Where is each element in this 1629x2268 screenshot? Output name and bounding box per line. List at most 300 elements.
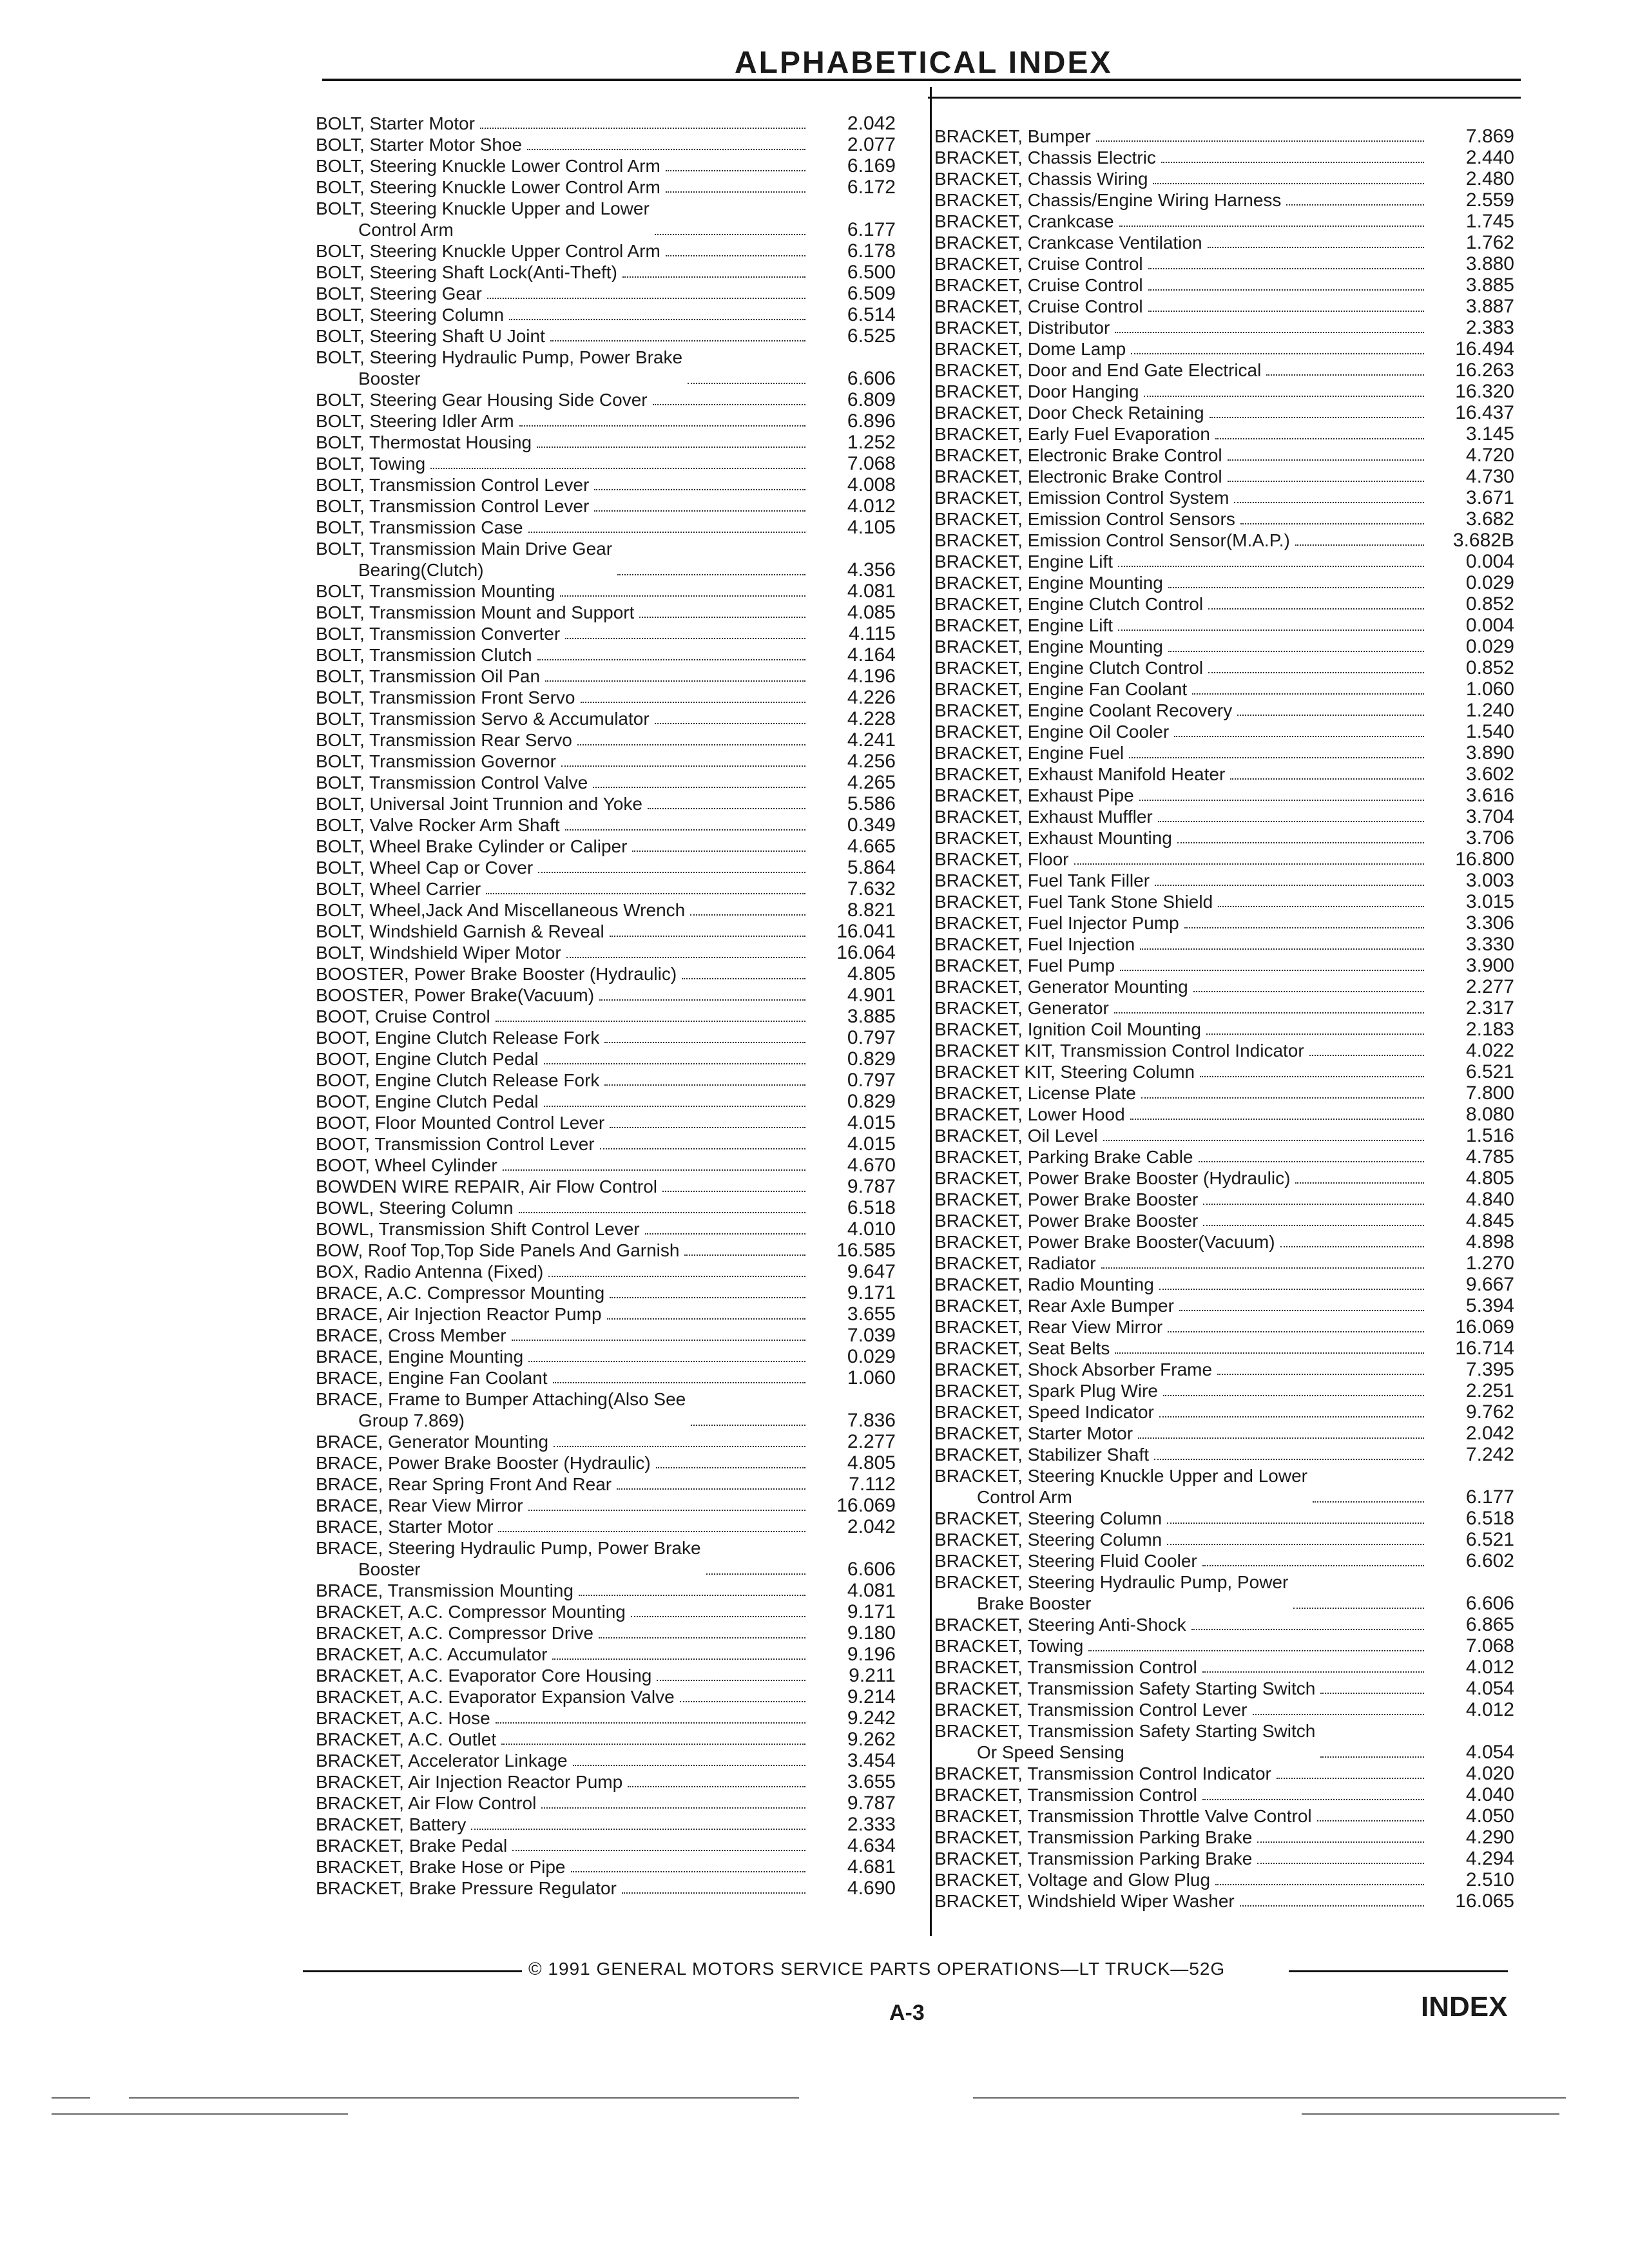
dot-leader <box>655 723 805 724</box>
index-entry-label: BOLT, Transmission Control Valve <box>316 773 588 793</box>
index-entry-page: 4.265 <box>847 772 896 793</box>
index-entry-page: 4.022 <box>1465 1040 1514 1061</box>
index-entry <box>316 921 896 942</box>
dot-leader <box>1266 374 1424 376</box>
index-entry-label: BRACKET, Rear View Mirror <box>934 1317 1163 1337</box>
index-entry <box>934 997 1514 1019</box>
index-entry-label: BRACKET, Air Injection Reactor Pump <box>316 1772 623 1792</box>
dot-leader <box>1215 1884 1424 1885</box>
index-entry-label: BRACKET, Fuel Pump <box>934 956 1115 975</box>
dot-leader <box>1257 1841 1424 1843</box>
index-entry-page: 6.500 <box>847 262 896 283</box>
index-entry <box>934 827 1514 849</box>
index-entry-page: 9.214 <box>847 1686 896 1707</box>
index-entry <box>934 934 1514 955</box>
index-entry-label: BRACKET, Brake Hose or Pipe <box>316 1857 566 1877</box>
dot-leader <box>1148 268 1424 269</box>
index-entry-page: 2.077 <box>847 134 896 155</box>
dot-leader <box>560 595 805 597</box>
index-entry <box>934 615 1514 636</box>
index-column-left <box>316 113 896 1899</box>
index-entry <box>316 347 896 389</box>
dot-leader <box>610 1297 805 1298</box>
index-entry-label: BOOSTER, Power Brake(Vacuum) <box>316 985 595 1005</box>
index-entry-label: BRACKET, Brake Pressure Regulator <box>316 1878 617 1898</box>
index-entry-label: BRACKET, Distributor <box>934 318 1110 338</box>
dot-leader <box>1295 544 1424 546</box>
index-entry-label: BRACKET, A.C. Compressor Mounting <box>316 1602 626 1622</box>
index-entry-label: BRACE, A.C. Compressor Mounting <box>316 1283 605 1303</box>
index-entry <box>316 262 896 283</box>
dot-leader <box>1159 1416 1424 1418</box>
index-entry <box>934 253 1514 274</box>
index-entry-page: 5.586 <box>847 793 896 814</box>
index-entry <box>316 1452 896 1474</box>
index-entry-label: BRACKET, Crankcase Ventilation <box>934 233 1202 253</box>
dot-leader <box>1148 311 1424 312</box>
index-entry-label: BOLT, Towing <box>316 454 426 474</box>
index-entry <box>316 134 896 155</box>
index-entry <box>934 1040 1514 1061</box>
index-entry-page: 1.240 <box>1465 700 1514 721</box>
index-entry-label: BRACKET, Speed Indicator <box>934 1402 1154 1422</box>
index-entry <box>934 593 1514 615</box>
index-entry-label: BOLT, Steering Knuckle Lower Control Arm <box>316 177 660 197</box>
index-entry-label: BOLT, Windshield Wiper Motor <box>316 943 561 963</box>
index-entry-label: BRACKET, Starter Motor <box>934 1423 1133 1443</box>
dot-leader <box>666 255 805 256</box>
index-entry <box>316 1112 896 1133</box>
index-entry-label: BRACKET, Door Hanging <box>934 381 1139 401</box>
index-entry-label: BRACKET, Spark Plug Wire <box>934 1381 1158 1401</box>
scan-artifact-line <box>1302 2113 1559 2115</box>
index-entry-page: 4.845 <box>1465 1210 1514 1231</box>
index-entry-page: 4.670 <box>847 1155 896 1176</box>
dot-leader <box>541 1807 805 1809</box>
index-entry-page: 0.029 <box>1465 572 1514 593</box>
index-entry-label: BOLT, Steering Knuckle Lower Control Arm <box>316 156 660 176</box>
index-entry-label: BOLT, Wheel Carrier <box>316 879 481 899</box>
index-entry-label: BRACKET, Accelerator Linkage <box>316 1751 568 1771</box>
dot-leader <box>496 1722 805 1724</box>
index-entry <box>316 538 896 581</box>
index-entry-label: BRACKET, Transmission Safety Starting Switch <box>934 1678 1316 1698</box>
index-entry-page: 0.029 <box>847 1346 896 1367</box>
index-entry <box>316 1601 896 1622</box>
index-entry-label: BOOT, Engine Clutch Pedal <box>316 1049 539 1069</box>
index-entry <box>934 1869 1514 1890</box>
dot-leader <box>1217 1374 1424 1375</box>
dot-leader <box>1317 1820 1424 1821</box>
index-entry-label: BRACE, Transmission Mounting <box>316 1581 574 1600</box>
dot-leader <box>604 1084 805 1086</box>
index-entry <box>316 1261 896 1282</box>
index-entry-page: 4.115 <box>849 623 896 644</box>
index-entry-page: 3.454 <box>847 1750 896 1771</box>
index-entry <box>316 1006 896 1027</box>
index-entry-label: BRACKET, Transmission Throttle Valve Control <box>934 1806 1312 1826</box>
index-entry-page: 6.509 <box>847 283 896 304</box>
index-entry <box>316 1197 896 1218</box>
index-entry-page: 4.730 <box>1465 466 1514 487</box>
index-entry-page: 6.518 <box>1465 1508 1514 1529</box>
index-entry-label: BOLT, Transmission Control Lever <box>316 475 590 495</box>
index-entry-page: 7.068 <box>847 453 896 474</box>
index-entry <box>934 1274 1514 1295</box>
dot-leader <box>544 1063 805 1064</box>
index-entry-page: 4.785 <box>1465 1146 1514 1168</box>
index-entry-page: 2.383 <box>1465 317 1514 338</box>
index-entry-label: BOLT, Transmission Front Servo <box>316 687 575 707</box>
index-entry-label: BOLT, Transmission Oil Pan <box>316 666 541 686</box>
index-entry-label: BRACKET, Steering Hydraulic Pump, Power Brake Booster <box>934 1572 1289 1613</box>
dot-leader <box>528 532 805 533</box>
dot-leader <box>1163 1395 1424 1396</box>
index-entry <box>316 708 896 729</box>
index-entry-label: BRACKET, Windshield Wiper Washer <box>934 1891 1235 1911</box>
index-entry-label: BRACKET, Steering Anti-Shock <box>934 1615 1186 1635</box>
index-entry <box>316 198 896 240</box>
dot-leader <box>545 680 805 682</box>
index-entry <box>316 1282 896 1303</box>
index-entry-label: BRACKET, Rear Axle Bumper <box>934 1296 1174 1316</box>
index-entry-label: BRACKET, Seat Belts <box>934 1338 1110 1358</box>
index-entry <box>934 445 1514 466</box>
index-entry-label: BRACE, Steering Hydraulic Pump, Power Brake Booster <box>316 1538 701 1579</box>
dot-leader <box>1199 1161 1424 1162</box>
title-subrule <box>928 97 1521 99</box>
dot-leader <box>1208 608 1424 610</box>
index-entry-label: BRACKET, A.C. Accumulator <box>316 1644 548 1664</box>
index-entry <box>934 1465 1514 1508</box>
dot-leader <box>645 1233 805 1235</box>
index-entry <box>316 602 896 623</box>
index-entry-page: 9.180 <box>847 1622 896 1644</box>
index-entry-page: 16.263 <box>1455 360 1514 381</box>
index-entry <box>934 1104 1514 1125</box>
index-entry-page: 9.787 <box>847 1792 896 1814</box>
index-entry-page: 0.349 <box>847 814 896 836</box>
index-entry-label: BOOT, Engine Clutch Release Fork <box>316 1028 600 1048</box>
index-entry <box>934 274 1514 296</box>
index-entry <box>316 581 896 602</box>
index-entry-page: 3.015 <box>1465 891 1514 912</box>
index-entry-page: 6.809 <box>847 389 896 410</box>
index-entry-page: 4.015 <box>847 1112 896 1133</box>
index-entry <box>934 1571 1514 1614</box>
index-entry <box>934 1019 1514 1040</box>
dot-leader <box>656 1467 805 1468</box>
index-entry-page: 6.514 <box>847 304 896 325</box>
index-entry-page: 9.242 <box>847 1707 896 1729</box>
dot-leader <box>607 1318 805 1320</box>
index-entry <box>316 1771 896 1792</box>
dot-leader <box>617 1488 805 1490</box>
dot-leader <box>548 1276 805 1277</box>
dot-leader <box>503 1169 805 1171</box>
index-entry <box>316 751 896 772</box>
index-entry-page: 3.706 <box>1465 827 1514 849</box>
index-entry-page: 3.616 <box>1465 785 1514 806</box>
index-entry <box>934 1444 1514 1465</box>
index-entry <box>934 976 1514 997</box>
index-entry-label: BRACKET, A.C. Evaporator Core Housing <box>316 1666 652 1686</box>
index-entry <box>934 1848 1514 1869</box>
dot-leader <box>690 914 805 916</box>
index-entry-page: 4.256 <box>847 751 896 772</box>
index-entry <box>934 657 1514 678</box>
index-entry-label: BOWL, Transmission Shift Control Lever <box>316 1219 640 1239</box>
dot-leader <box>1177 842 1424 843</box>
index-entry <box>316 1644 896 1665</box>
dot-leader <box>1115 332 1424 333</box>
index-entry-label: BOWDEN WIRE REPAIR, Air Flow Control <box>316 1177 658 1196</box>
index-entry-label: BRACKET, Shock Absorber Frame <box>934 1360 1213 1379</box>
dot-leader <box>1138 1437 1424 1439</box>
index-entry-page: 4.105 <box>847 517 896 538</box>
index-entry <box>934 1146 1514 1168</box>
dot-leader <box>1129 757 1424 758</box>
index-entry <box>316 432 896 453</box>
index-entry-continuation: Control Arm <box>977 1487 1072 1507</box>
dot-leader <box>565 829 805 831</box>
index-entry-label: BOLT, Starter Motor <box>316 113 475 133</box>
index-entry <box>316 1048 896 1070</box>
index-entry-page: 9.196 <box>847 1644 896 1665</box>
index-entry-label: BRACKET, Stabilizer Shaft <box>934 1445 1150 1465</box>
dot-leader <box>577 744 805 745</box>
index-entry-page: 1.745 <box>1465 211 1514 232</box>
index-entry <box>934 1423 1514 1444</box>
index-entry-page: 6.602 <box>1465 1550 1514 1571</box>
index-entry-label: BRACKET, Engine Clutch Control <box>934 594 1204 614</box>
index-entry-page: 2.042 <box>1465 1423 1514 1444</box>
dot-leader <box>600 1148 805 1149</box>
index-entry-label: BRACKET, Bumper <box>934 126 1091 146</box>
dot-leader <box>1141 1097 1424 1099</box>
index-entry-label: BOLT, Steering Gear Housing Side Cover <box>316 390 648 410</box>
index-entry <box>934 678 1514 700</box>
dot-leader <box>1168 587 1424 588</box>
index-entry-page: 9.171 <box>847 1601 896 1622</box>
index-entry-page: 4.805 <box>847 1452 896 1474</box>
dot-leader <box>1184 927 1424 928</box>
index-entry <box>934 764 1514 785</box>
dot-leader <box>684 1254 805 1256</box>
dot-leader <box>552 1658 805 1660</box>
index-entry-page: 6.896 <box>847 410 896 432</box>
index-entry-page: 2.042 <box>847 1516 896 1537</box>
index-entry-page: 16.041 <box>836 921 896 942</box>
index-entry <box>934 1189 1514 1210</box>
index-entry <box>316 155 896 177</box>
index-entry <box>316 1686 896 1707</box>
dot-leader <box>1240 1905 1424 1907</box>
dot-leader <box>1115 1352 1424 1354</box>
index-entry-label: BRACKET, Engine Fan Coolant <box>934 679 1188 699</box>
index-entry <box>934 296 1514 317</box>
dot-leader <box>631 1616 805 1617</box>
index-entry-page: 4.010 <box>847 1218 896 1240</box>
index-entry-page: 2.277 <box>847 1431 896 1452</box>
dot-leader <box>1293 1608 1424 1609</box>
dot-leader <box>1237 715 1424 716</box>
dot-leader <box>579 1595 805 1596</box>
index-entry-label: BRACKET, Brake Pedal <box>316 1836 508 1856</box>
index-entry <box>934 1827 1514 1848</box>
index-entry-label: BRACKET, Exhaust Mounting <box>934 828 1172 848</box>
index-entry <box>316 1325 896 1346</box>
index-entry-page: 16.069 <box>1455 1316 1514 1338</box>
index-entry-label: BRACKET, Fuel Tank Filler <box>934 870 1150 890</box>
index-entry <box>934 870 1514 891</box>
index-entry-label: BRACKET, Door Check Retaining <box>934 403 1204 423</box>
dot-leader <box>648 808 805 809</box>
index-entry-page: 3.682B <box>1452 530 1514 551</box>
index-entry-label: BOLT, Steering Column <box>316 305 505 325</box>
dot-leader <box>1153 183 1424 184</box>
index-entry-page: 2.183 <box>1465 1019 1514 1040</box>
dot-leader <box>622 1892 805 1894</box>
index-entry <box>316 1218 896 1240</box>
index-entry-label: BRACE, Engine Mounting <box>316 1347 524 1367</box>
index-entry <box>934 551 1514 572</box>
dot-leader <box>706 1573 805 1575</box>
index-entry-label: BRACKET, Towing <box>934 1636 1084 1656</box>
index-entry-label: BRACE, Engine Fan Coolant <box>316 1368 548 1388</box>
index-entry-page: 8.821 <box>847 899 896 921</box>
index-entry <box>934 402 1514 423</box>
index-entry-label: BOOT, Engine Clutch Release Fork <box>316 1070 600 1090</box>
index-entry-label: BRACKET, Crankcase <box>934 211 1114 231</box>
dot-leader <box>1154 1459 1424 1460</box>
index-entry-label: BRACKET, A.C. Outlet <box>316 1729 497 1749</box>
scan-artifact-line <box>129 2097 799 2099</box>
index-entry-label: BRACKET, Engine Fuel <box>934 743 1124 763</box>
index-entry-page: 1.060 <box>1465 678 1514 700</box>
index-entry-page: 4.054 <box>1465 1742 1514 1763</box>
page-title: ALPHABETICAL INDEX <box>735 46 1113 80</box>
index-entry-page: 5.394 <box>1465 1295 1514 1316</box>
dot-leader <box>1215 438 1424 439</box>
index-entry-label: BRACKET, Engine Mounting <box>934 573 1163 593</box>
index-entry-page: 7.395 <box>1465 1359 1514 1380</box>
dot-leader <box>430 468 805 469</box>
index-entry <box>316 1176 896 1197</box>
index-entry-label: BRACKET, License Plate <box>934 1083 1136 1103</box>
index-entry-page: 4.681 <box>847 1856 896 1878</box>
index-entry-page: 7.112 <box>849 1474 896 1495</box>
index-entry-label: BRACKET, Generator Mounting <box>934 977 1188 997</box>
index-entry-page: 3.890 <box>1465 742 1514 764</box>
dot-leader <box>1320 1756 1424 1758</box>
index-entry <box>934 742 1514 764</box>
index-entry <box>316 1707 896 1729</box>
index-entry-page: 16.585 <box>836 1240 896 1261</box>
index-entry <box>316 1729 896 1750</box>
index-entry-page: 6.521 <box>1465 1061 1514 1082</box>
index-entry-label: BOLT, Transmission Mount and Support <box>316 602 635 622</box>
index-entry-label: BRACKET, Early Fuel Evaporation <box>934 424 1210 444</box>
dot-leader <box>1295 1182 1424 1184</box>
dot-leader <box>1161 162 1424 163</box>
dot-leader <box>688 383 805 384</box>
index-entry <box>934 1508 1514 1529</box>
dot-leader <box>1208 672 1424 673</box>
index-entry <box>316 985 896 1006</box>
dot-leader <box>1192 693 1424 695</box>
index-entry <box>316 517 896 538</box>
index-entry-label: BOWL, Steering Column <box>316 1198 514 1218</box>
index-entry-label: BRACKET, Transmission Control Lever <box>934 1700 1248 1720</box>
index-entry-label: BRACKET, Power Brake Booster(Vacuum) <box>934 1232 1275 1252</box>
index-entry <box>316 177 896 198</box>
dot-leader <box>573 1765 805 1766</box>
dot-leader <box>538 872 805 873</box>
index-entry-page: 9.762 <box>1465 1401 1514 1423</box>
index-entry <box>934 806 1514 827</box>
index-entry-page: 0.797 <box>847 1027 896 1048</box>
index-entry-label: BOLT, Thermostat Housing <box>316 432 532 452</box>
index-entry <box>316 836 896 857</box>
index-entry-label: BOLT, Transmission Clutch <box>316 645 532 665</box>
index-entry-page: 3.704 <box>1465 806 1514 827</box>
index-entry-page: 9.787 <box>847 1176 896 1197</box>
index-entry <box>316 1792 896 1814</box>
index-entry <box>934 1125 1514 1146</box>
index-entry-page: 4.012 <box>847 495 896 517</box>
index-entry-label: BOOT, Transmission Control Lever <box>316 1134 595 1154</box>
index-entry-page: 16.800 <box>1455 849 1514 870</box>
index-entry-page: 4.012 <box>1465 1699 1514 1720</box>
index-entry-page: 4.805 <box>847 963 896 985</box>
index-entry <box>316 899 896 921</box>
footer-rule-left <box>303 1970 522 1972</box>
dot-leader <box>512 1850 805 1851</box>
index-entry-page: 0.852 <box>1465 593 1514 615</box>
index-entry-page: 6.865 <box>1465 1614 1514 1635</box>
index-entry <box>934 721 1514 742</box>
dot-leader <box>1200 1076 1424 1077</box>
index-entry-continuation: Brake Booster <box>977 1593 1092 1613</box>
index-entry-page: 7.800 <box>1465 1082 1514 1104</box>
index-entry-page: 3.900 <box>1465 955 1514 976</box>
index-entry <box>316 1516 896 1537</box>
dot-leader <box>666 170 805 171</box>
index-entry <box>934 1720 1514 1763</box>
index-entry-label: BRACKET, Chassis Wiring <box>934 169 1148 189</box>
index-entry-label: BOLT, Transmission Case <box>316 517 523 537</box>
index-entry-label: BRACKET, Engine Coolant Recovery <box>934 700 1233 720</box>
index-entry-continuation: Group 7.869) <box>358 1410 465 1430</box>
dot-leader <box>1158 821 1424 822</box>
index-entry-label: BRACKET, Electronic Brake Control <box>934 466 1222 486</box>
index-entry <box>316 474 896 495</box>
index-entry <box>934 1380 1514 1401</box>
index-entry-page: 9.647 <box>847 1261 896 1282</box>
index-entry-page: 4.226 <box>847 687 896 708</box>
index-entry-page: 1.516 <box>1465 1125 1514 1146</box>
dot-leader <box>594 510 805 512</box>
index-entry-page: 0.004 <box>1465 615 1514 636</box>
index-entry <box>316 453 896 474</box>
dot-leader <box>594 489 805 490</box>
index-entry-page: 6.518 <box>847 1197 896 1218</box>
index-entry <box>934 1657 1514 1678</box>
index-entry-page: 4.081 <box>847 581 896 602</box>
index-entry-page: 6.606 <box>1465 1593 1514 1614</box>
index-entry-label: BRACKET, Parking Brake Cable <box>934 1147 1193 1167</box>
